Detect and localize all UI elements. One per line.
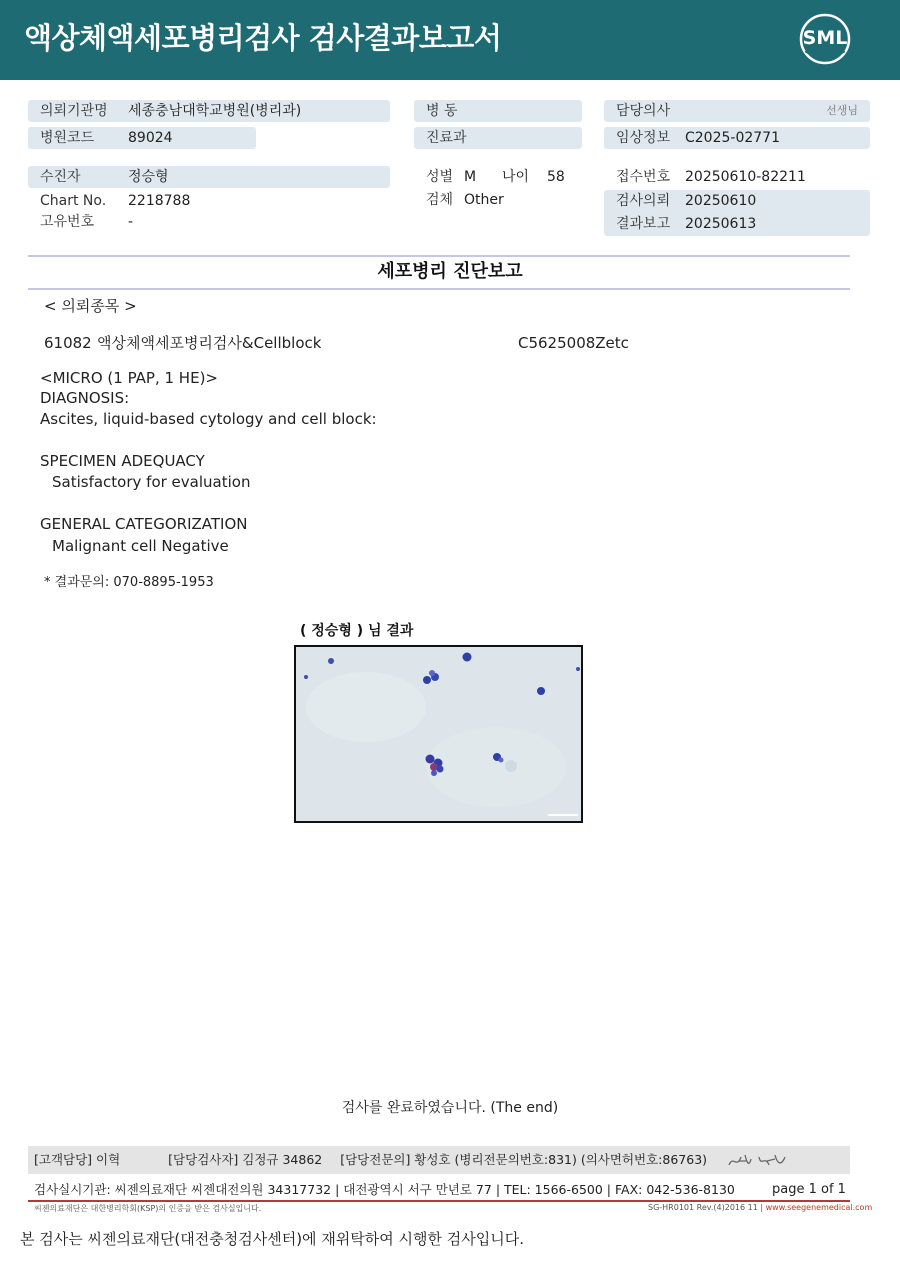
end-text: 검사를 완료하였습니다. (The end) xyxy=(341,1100,559,1116)
patient-label: 수진자 xyxy=(40,169,81,185)
age-label: 나이 xyxy=(502,169,530,185)
test-code: 61082 xyxy=(44,334,92,352)
age-value: 58 xyxy=(547,169,565,185)
requesting-org-value: 세종충남대학교병원(병리과) xyxy=(128,103,302,119)
result-report-value: 20250613 xyxy=(685,216,757,232)
test-id: C5625008Zetc xyxy=(518,334,629,352)
unique-no-row xyxy=(28,211,390,233)
certification-note: 씨젠의료재단은 대한병리학회(KSP)의 인증을 받은 검사실입니다. xyxy=(34,1204,262,1213)
page-number: page 1 of 1 xyxy=(772,1182,846,1197)
test-name: 액상체액세포병리검사&Cellblock xyxy=(97,334,322,352)
ward-label: 병 동 xyxy=(426,103,458,119)
department-label: 진료과 xyxy=(426,130,467,146)
micro-line: <MICRO (1 PAP, 1 HE)> xyxy=(40,369,218,387)
result-report-label: 결과보고 xyxy=(616,216,671,232)
test-request-value: 20250610 xyxy=(685,193,757,209)
chart-no-value: 2218788 xyxy=(128,193,191,209)
sex-age-row xyxy=(414,166,594,188)
adequacy-heading: SPECIMEN ADEQUACY xyxy=(40,452,205,470)
dates-box xyxy=(604,190,870,236)
report-header xyxy=(0,0,900,80)
image-caption: ( 정승형 ) 님 결과 xyxy=(300,623,414,639)
chart-no-row xyxy=(28,190,390,212)
hospital-code-label: 병원코드 xyxy=(40,130,95,146)
report-title: 액상체액세포병리검사 검사결과보고서 xyxy=(24,21,502,55)
clinical-info-label: 임상정보 xyxy=(616,130,671,146)
categorization-heading: GENERAL CATEGORIZATION xyxy=(40,515,248,533)
clinical-info-value: C2025-02771 xyxy=(685,130,780,146)
doctor-suffix: 선생님 xyxy=(826,104,858,117)
hospital-code-value: 89024 xyxy=(128,130,173,146)
website-link[interactable]: www.seegenemedical.com xyxy=(765,1203,873,1212)
diagnosis-text: Ascites, liquid-based cytology and cell block: xyxy=(40,410,377,428)
request-item-heading: < 의뢰종목 > xyxy=(44,297,137,315)
signature-icon xyxy=(725,1151,789,1171)
technician-info: [담당검사자] 김정규 34862 xyxy=(168,1152,323,1167)
requesting-org-label: 의뢰기관명 xyxy=(40,103,108,119)
inquiry-note: * 결과문의: 070-8895-1953 xyxy=(44,575,214,590)
department-row xyxy=(414,127,582,149)
receipt-no-row xyxy=(604,166,870,188)
specimen-value: Other xyxy=(464,192,504,208)
section-rule-bottom xyxy=(28,288,850,290)
specialist-info: [담당전문의] 황성호 (병리전문의번호:831) (의사면허번호:86763) xyxy=(340,1152,708,1167)
bottom-note: 본 검사는 씨젠의료재단(대전충청검사센터)에 재위탁하여 시행한 검사입니다. xyxy=(20,1230,524,1248)
sex-value: M xyxy=(464,169,477,185)
sml-logo xyxy=(798,12,852,66)
adequacy-text: Satisfactory for evaluation xyxy=(52,473,251,491)
clinical-info-row xyxy=(604,127,870,149)
cytology-cells-image xyxy=(296,647,581,821)
section-title: 세포병리 진단보고 xyxy=(377,261,523,282)
form-code-line xyxy=(648,1203,872,1212)
unique-no-label: 고유번호 xyxy=(40,214,95,230)
categorization-text: Malignant cell Negative xyxy=(52,537,229,555)
test-request-label: 검사의뢰 xyxy=(616,193,671,209)
institution-line: 검사실시기관: 씨젠의료재단 씨젠대전의원 34317732 | 대전광역시 서구 만년로 77 | TEL: 1566-6500 | FAX: 042-536-8130 xyxy=(34,1182,735,1197)
cytology-micrograph xyxy=(294,645,583,823)
customer-contact: [고객담당] 이혁 xyxy=(34,1152,121,1167)
doctor-row xyxy=(604,100,870,122)
form-code: SG-HR0101 Rev.(4)2016 11 | xyxy=(648,1203,764,1212)
diagnosis-heading: DIAGNOSIS: xyxy=(40,389,130,407)
requesting-org-row xyxy=(28,100,390,122)
patient-value: 정승형 xyxy=(128,169,169,185)
logo-text: SML xyxy=(802,27,848,49)
unique-no-value: - xyxy=(128,214,134,230)
ward-row xyxy=(414,100,582,122)
receipt-no-value: 20250610-82211 xyxy=(685,169,806,185)
receipt-no-label: 접수번호 xyxy=(616,169,671,185)
specimen-label: 검체 xyxy=(426,192,454,208)
patient-row xyxy=(28,166,390,188)
specimen-row xyxy=(414,189,594,211)
hospital-code-row xyxy=(28,127,256,149)
chart-no-label: Chart No. xyxy=(40,193,107,209)
sex-label: 성별 xyxy=(426,169,454,185)
doctor-label: 담당의사 xyxy=(616,103,671,119)
footer-staff-band xyxy=(28,1146,850,1174)
footer-rule xyxy=(28,1200,850,1202)
